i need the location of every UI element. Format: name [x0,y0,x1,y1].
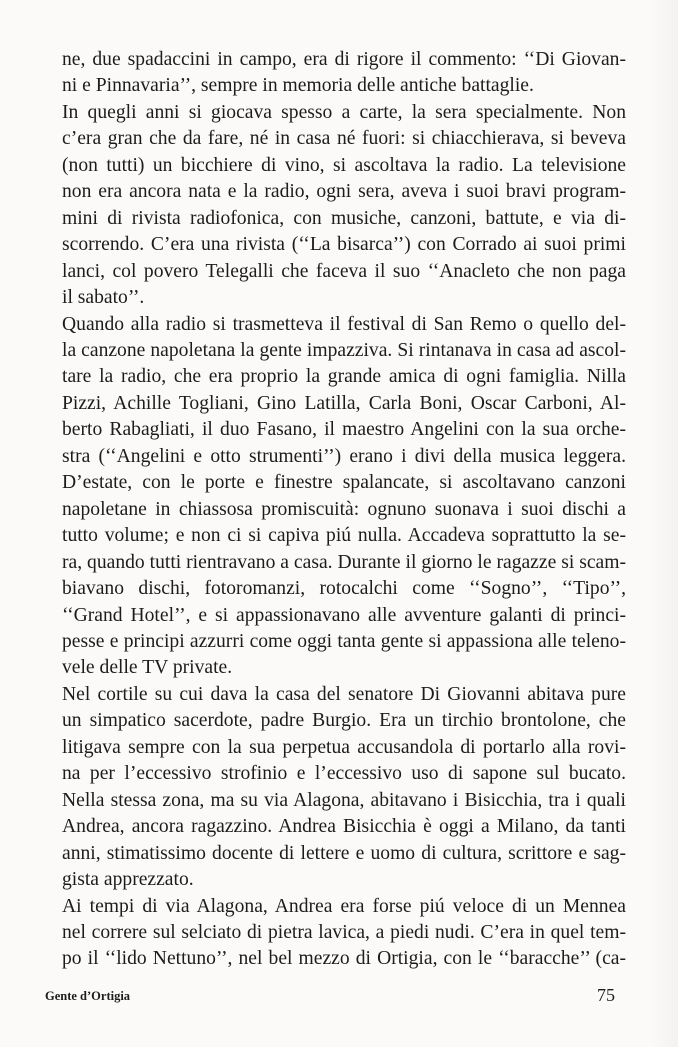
text-line: mini di rivista radiofonica, con musiche, canzoni, battute, e via di- [62,207,626,229]
text-line: pesse e principi azzurri come oggi tanta gente si appassiona alle teleno- [62,630,626,652]
text-line: litigava sempre con la sua perpetua accusandola di portarlo alla rovi- [62,736,626,758]
page-number: 75 [597,985,615,1005]
text-line: tutto volume; e non ci si capiva piú nulla. Accadeva soprattutto la se- [62,525,626,547]
text-line: Nella stessa zona, ma su via Alagona, abitavano i Bisicchia, tra i quali [62,789,626,811]
text-line: Ai tempi di via Alagona, Andrea era forse piú veloce di un Mennea [62,895,626,917]
text-line: gista apprezzato. [62,869,194,891]
text-line: il sabato’’. [62,287,145,309]
text-line: c’era gran che da fare, né in casa né fuori: si chiacchierava, si beveva [62,128,626,150]
text-line: tare la radio, che era proprio la grande amica di ogni famiglia. Nilla [62,366,626,388]
text-line: po il ‘‘lido Nettuno’’, nel bel mezzo di Ortigia, con le ‘‘baracche’’ (ca- [62,948,626,970]
text-line: Nel cortile su cui dava la casa del senatore Di Giovanni abitava pure [62,683,626,705]
text-line: stra (‘‘Angelini e otto strumenti’’) erano i divi della musica leggera. [62,445,626,467]
text-line: anni, stimatissimo docente di lettere e uomo di cultura, scrittore e sag- [62,842,626,864]
text-line: ne, due spadaccini in campo, era di rigore il commento: ‘‘Di Giovan- [62,49,626,70]
text-line: na per l’eccessivo strofinio e l’eccessivo uso di sapone sul bucato. [62,763,626,785]
text-line: non era ancora nata e la radio, ogni sera, aveva i suoi bravi program- [62,181,626,203]
text-line: scorrendo. C’era una rivista (‘‘La bisarca’’) con Corrado ai suoi primi [62,234,626,256]
text-line: ni e Pinnavaria’’, sempre in memoria delle antiche battaglie. [62,75,534,97]
text-line: berto Rabagliati, il duo Fasano, il maestro Angelini con la sua orche- [62,419,626,441]
text-line: Pizzi, Achille Togliani, Gino Latilla, Carla Boni, Oscar Carboni, Al- [62,392,626,414]
text-line: nel correre sul selciato di pietra lavica, a piedi nudi. C’era in quel tem- [62,921,626,943]
text-line: napoletane in chiassosa promiscuità: ognuno suonava i suoi dischi a [62,498,626,520]
body-text [62,47,626,973]
running-footer-title: Gente d’Ortigia [45,989,131,1003]
text-line: la canzone napoletana la gente impazziva. Si rintanava in casa ad ascol- [62,339,626,361]
text-line: un simpatico sacerdote, padre Burgio. Era un tirchio brontolone, che [62,710,626,732]
text-line: In quegli anni si giocava spesso a carte, la sera specialmente. Non [62,101,626,123]
text-line: ‘‘Grand Hotel’’, e si appassionavano alle avventure galanti di princi- [62,604,626,626]
text-line: lanci, col povero Telegalli che faceva il suo ‘‘Anacleto che non paga [62,260,626,282]
text-line: biavano dischi, fotoromanzi, rotocalchi come ‘‘Sogno’’, ‘‘Tipo’’, [62,578,626,600]
text-line: D’estate, con le porte e finestre spalancate, si ascoltavano canzoni [62,472,626,494]
text-line: Quando alla radio si trasmetteva il festival di San Remo o quello del- [62,313,626,335]
text-line: vele delle TV private. [62,657,233,679]
text-line: Andrea, ancora ragazzino. Andrea Bisicchia è oggi a Milano, da tanti [62,816,626,838]
text-line: ra, quando tutti rientravano a casa. Durante il giorno le ragazze si scam- [62,551,626,573]
text-line: (non tutti) un bicchiere di vino, si ascoltava la radio. La televisione [62,154,626,176]
